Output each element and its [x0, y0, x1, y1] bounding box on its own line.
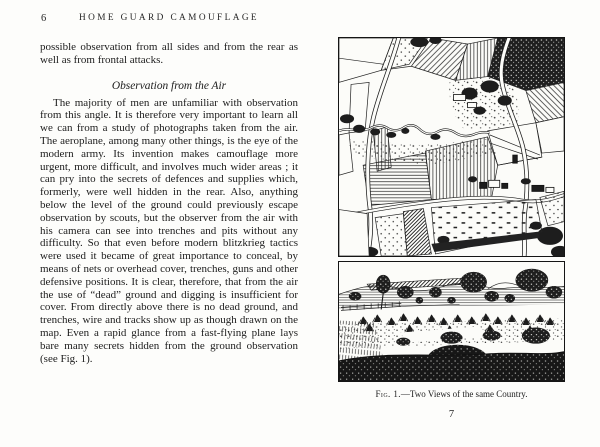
figure-aerial-view	[338, 37, 565, 257]
figure-caption	[330, 389, 573, 399]
orchard-field	[375, 214, 407, 256]
paragraph-body: The majority of men are unfamiliar with observation from this angle. It is therefore very important to learn all we can from a study of photographs taken from the air. The aeroplane, among many other things, is the eye of the modern army. Its invention makes camouflage more urgent, more difficult, and involves much wider areas ; it can pry into the secrets of defences and supplies which, formerly, were well hidden in the rear. Also, anything below the level of the ground could previously escape observation by scouts, but the observer from the air with his camera can see into trenches and pits without any difficulty. So that even before modern blitzkrieg tactics were used it became of great importance to conceal, by means of nets or overhead cover, trenches, guns and other defensive positions. It is clear, therefore, that from the air the use of “dead” ground and digging is insufficient for cover. From directly above there is no dead ground, and trenches, wire and tracks show up as though drawn on the map. Even a rapid glance from a fast-flying plane lays bare many secrets hidden from the ground observation (see Fig. 1).	[40, 96, 298, 365]
ground-view-illustration	[339, 262, 564, 381]
figure-ground-view	[338, 261, 565, 382]
section-heading: Observation from the Air	[111, 79, 227, 92]
paragraph-continuation: possible observation from all sides and from the rear as well as from frontal attacks.	[40, 41, 298, 66]
running-head-title: HOME GUARD CAMOUFLAGE	[78, 13, 260, 23]
page-number-right: 7	[448, 409, 455, 420]
figure-caption-text: —Two Views of the same Country.	[400, 389, 528, 399]
figure-caption-number: Fig. 1.	[375, 389, 401, 399]
running-head	[40, 13, 298, 26]
aerial-view-illustration	[339, 38, 564, 256]
left-page	[40, 13, 298, 437]
page-number-left: 6	[41, 13, 47, 24]
